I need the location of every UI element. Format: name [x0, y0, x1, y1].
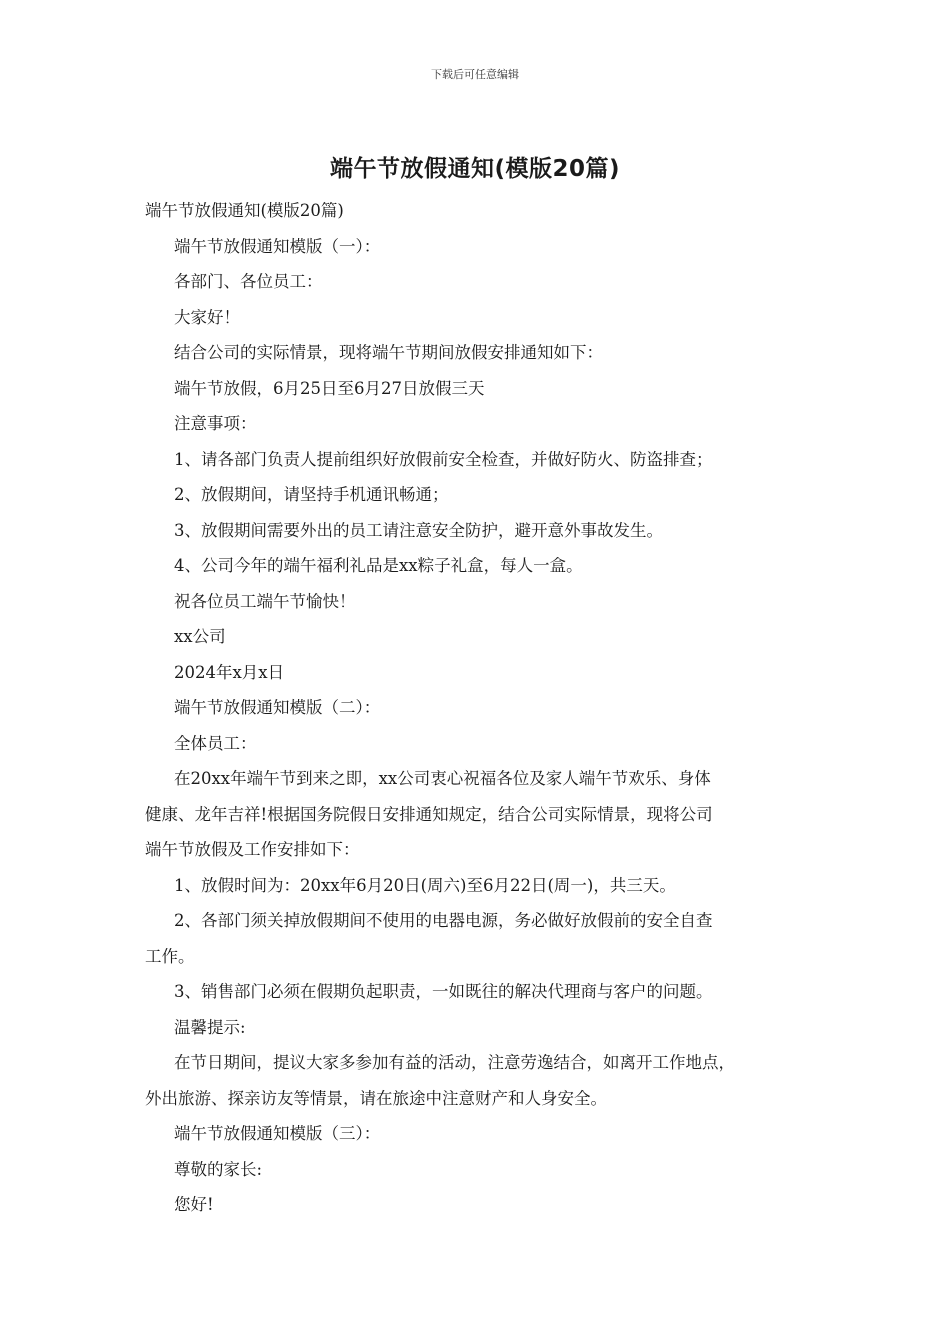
- signature-date: 2024年x月x日: [174, 662, 285, 682]
- tips-heading: 温馨提示:: [174, 1017, 246, 1037]
- document-title: 端午节放假通知(模版20篇): [329, 156, 621, 182]
- paragraph: 在节日期间，提议大家多参加有益的活动，注意劳逸结合，如离开工作地点，: [174, 1053, 735, 1072]
- salutation: 各部门、各位员工：: [174, 272, 323, 291]
- document-body: [145, 193, 835, 1223]
- header-note: 下载后可任意编辑: [431, 68, 519, 81]
- salutation: 尊敬的家长:: [174, 1159, 263, 1179]
- section-heading-1: 端午节放假通知模版（一）：: [174, 236, 381, 256]
- list-item: 1、请各部门负责人提前组织好放假前安全检查，并做好防火、防盗排查；: [174, 449, 713, 469]
- paragraph-continued: 外出旅游、探亲访友等情景，请在旅途中注意财产和人身安全。: [145, 1088, 607, 1108]
- list-item-continued: 工作。: [145, 946, 195, 966]
- list-item: 2、放假期间，请坚持手机通讯畅通；: [174, 485, 449, 504]
- notes-heading: 注意事项：: [174, 414, 257, 433]
- list-item: 4、公司今年的端午福利礼品是xx粽子礼盒，每人一盒。: [174, 556, 583, 575]
- paragraph: 在20xx年端午节到来之即，xx公司衷心祝福各位及家人端午节欢乐、身体: [174, 769, 711, 788]
- signature-company: xx公司: [174, 627, 226, 646]
- section-heading-2: 端午节放假通知模版（二）：: [174, 698, 381, 717]
- paragraph: 端午节放假，6月25日至6月27日放假三天: [174, 378, 485, 398]
- section-heading-3: 端午节放假通知模版（三）：: [174, 1124, 381, 1143]
- paragraph-continued: 端午节放假及工作安排如下：: [145, 840, 360, 859]
- greeting: 大家好！: [174, 307, 240, 327]
- list-item: 2、各部门须关掉放假期间不使用的电器电源，务必做好放假前的安全自查: [174, 911, 713, 930]
- subtitle-line: 端午节放假通知(模版20篇): [145, 201, 344, 220]
- paragraph-continued: 健康、龙年吉祥!根据国务院假日安排通知规定，结合公司实际情景，现将公司: [145, 804, 713, 824]
- list-item: 1、放假时间为：20xx年6月20日(周六)至6月22日(周一)，共三天。: [174, 875, 676, 895]
- list-item: 3、销售部门必须在假期负起职责，一如既往的解决代理商与客户的问题。: [174, 982, 713, 1001]
- salutation: 全体员工：: [174, 733, 257, 753]
- closing-wish: 祝各位员工端午节愉快！: [174, 591, 356, 611]
- paragraph: 结合公司的实际情景，现将端午节期间放假安排通知如下：: [174, 343, 603, 362]
- list-item: 3、放假期间需要外出的员工请注意安全防护，避开意外事故发生。: [174, 520, 663, 540]
- greeting: 您好!: [174, 1195, 214, 1214]
